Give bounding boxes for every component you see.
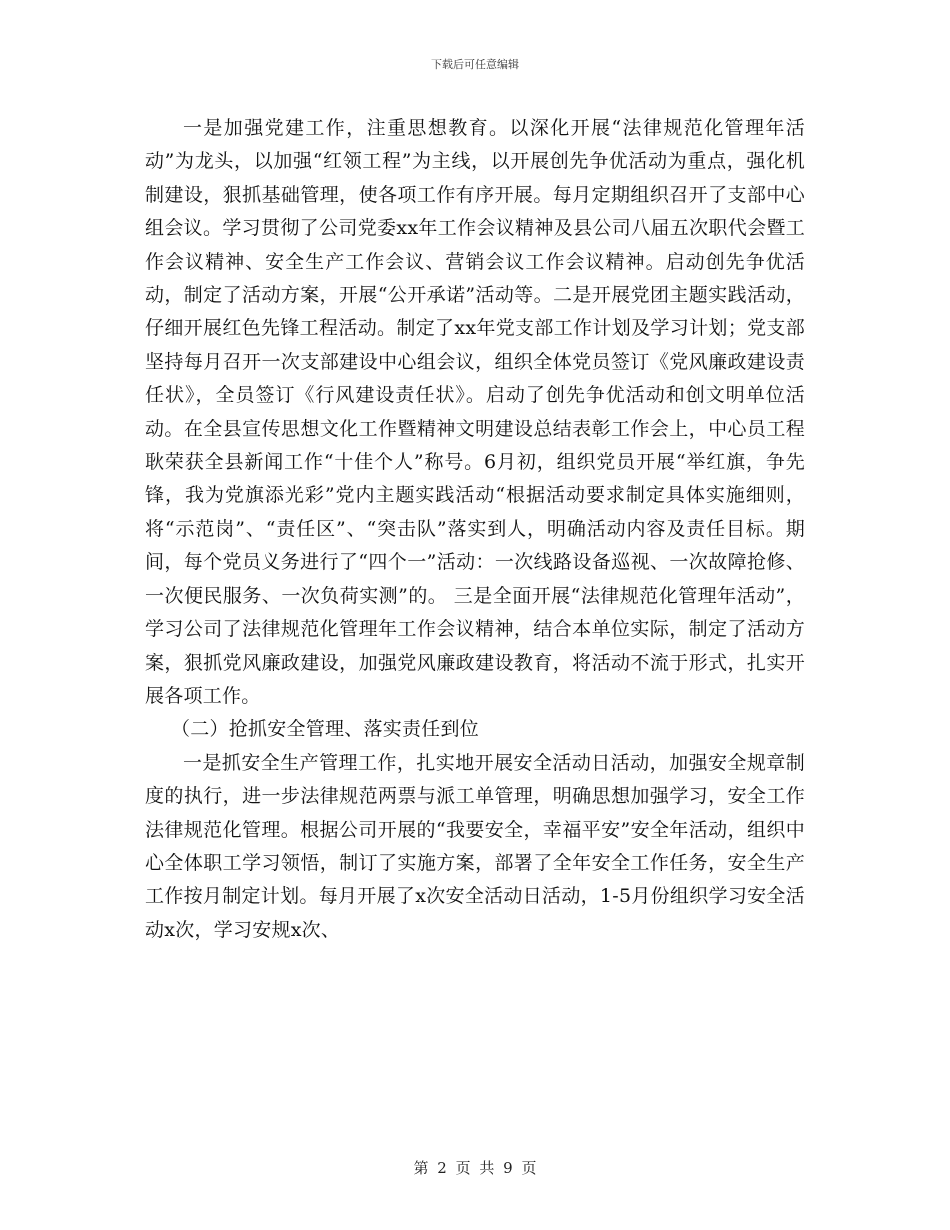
document-body bbox=[145, 112, 805, 947]
page-number-footer: 第 2 页 共 9 页 bbox=[413, 1159, 537, 1177]
page-header: 下载后可任意编辑 bbox=[431, 58, 519, 71]
body-paragraph-party-building: 一是加强党建工作，注重思想教育。以深化开展“法律规范化管理年活动”为龙头，以加强“红领工程”为主线，以开展创先争优活动为重点，强化机制建设，狠抓基础管理，使各项工作有序开展。每月定期组织召开了支部中心组会议。学习贯彻了公司党委xx年工作会议精神及县公司八届五次职代会暨工作会议精神、安全生产工作会议、营销会议工作会议精神。启动创先争优活动，制定了活动方案，开展“公开承诺”活动等。二是开展党团主题实践活动，仔细开展红色先锋工程活动。制定了xx年党支部工作计划及学习计划；党支部坚持每月召开一次支部建设中心组会议，组织全体党员签订《党风廉政建设责任状》，全员签订《行风建设责任状》。启动了创先争优活动和创文明单位活动。在全县宣传思想文化工作暨精神文明建设总结表彰工作会上，中心员工程耿荣获全县新闻工作“十佳个人”称号。6月初，组织党员开展“举红旗，争先锋，我为党旗添光彩”党内主题实践活动“根据活动要求制定具体实施细则，将“示范岗”、“责任区”、“突击队”落实到人，明确活动内容及责任目标。期间，每个党员义务进行了“四个一”活动：一次线路设备巡视、一次故障抢修、一次便民服务、一次负荷实测”的。 三是全面开展“法律规范化管理年活动”，学习公司了法律规范化管理年工作会议精神，结合本单位实际，制定了活动方案，狠抓党风廉政建设，加强党风廉政建设教育，将活动不流于形式，扎实开展各项工作。 bbox=[145, 117, 805, 707]
body-paragraph-safety-management: 一是抓安全生产管理工作，扎实地开展安全活动日活动，加强安全规章制度的执行，进一步法律规范两票与派工单管理，明确思想加强学习，安全工作法律规范化管理。根据公司开展的“我要安全，幸福平安”安全年活动，组织中心全体职工学习领悟，制订了实施方案，部署了全年安全工作任务，安全生产工作按月制定计划。每月开展了x次安全活动日活动，1-5月份组织学习安全活动x次，学习安规x次、 bbox=[145, 751, 805, 941]
section-heading-safety: （二）抢抓安全管理、落实责任到位 bbox=[171, 718, 480, 741]
